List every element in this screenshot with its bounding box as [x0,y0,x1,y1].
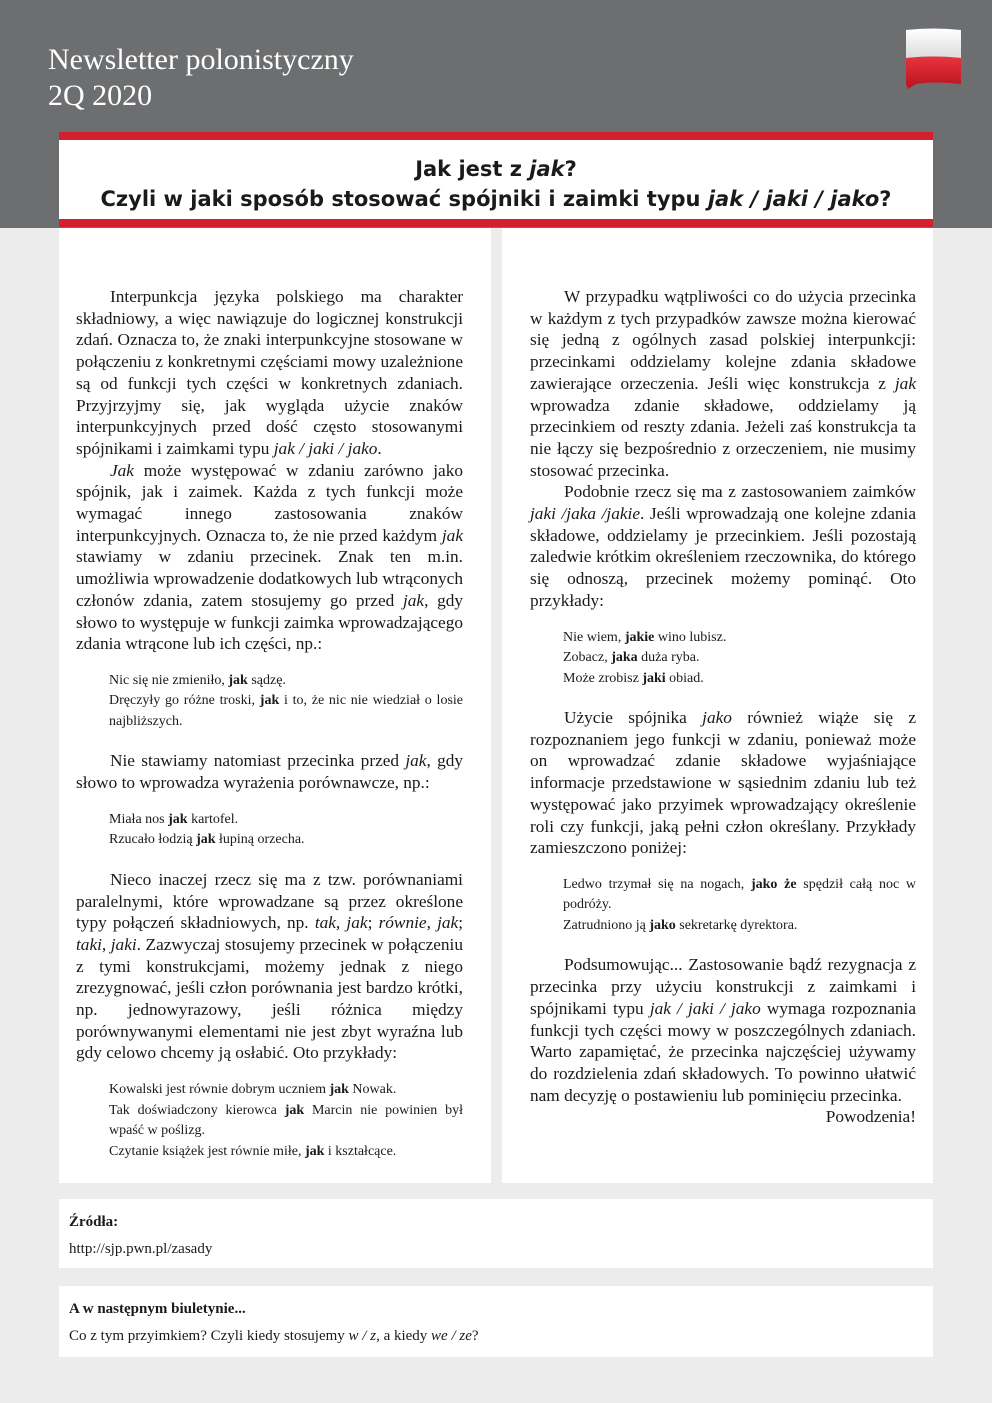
text-span: i kształcące. [324,1143,397,1159]
text-span: ? [471,1328,479,1344]
text-span: sekretarkę dyrektora. [675,917,798,933]
example-line [563,916,916,937]
text-span: Marcin nie powinien był wpaść w poślizg. [109,1102,463,1139]
text-span: Użycie spójnika [564,708,703,728]
paragraph [76,286,463,460]
text-span: jak / jaki / jako [273,438,378,458]
sources-box [59,1199,933,1268]
text-span: łupiną orzecha. [215,832,305,848]
text-span: kartofel. [187,811,239,827]
subtitle-text: Czyli w jaki sposób stosować spójniki i zaimki typu [100,187,708,211]
newsletter-title [48,42,354,114]
text-span: Ledwo trzymał się na nogach, [563,876,751,892]
text-span: wprowadza zdanie składowe, oddzielamy ją przecinkiem od reszty zdania. Jeżeli zaś konstrukcja ta nie łączy się bezpośrednio z orzeczeniem, nie musimy stosować przecinka. [530,395,916,480]
text-span: Czytanie książek jest równie miłe, [109,1143,305,1159]
example-line [109,810,463,831]
text-span: Nowak. [348,1082,397,1098]
text-span: ; [458,913,464,933]
text-span: Dręczyły go różne troski, [109,693,260,709]
text-span: Nie stawiamy natomiast przecinka przed [110,751,406,771]
text-span: tak, jak [314,913,368,933]
example-line [563,669,916,690]
text-span: Kowalski jest równie dobrym uczniem [109,1082,330,1098]
example-line [563,628,916,649]
example-line [109,691,463,732]
example-line [109,830,463,851]
text-span: jakie [624,629,655,645]
text-span: jak [402,590,425,610]
text-span: Jak [110,460,134,480]
text-span: również wiąże się z rozpoznaniem jego funkcji w zdaniu, ponieważ może on wprowadzać zdanie składowe wyjaśniające informacje przedstawione w sąsiednim zdaniu lub też występować jako przyimek wprowadzający określenie roli czy funkcji, jaką pełni człon określany. Przykłady zamieszczono poniżej: [530,708,916,858]
text-span: jak [894,373,916,393]
text-span: równie, jak [378,913,459,933]
subtitle-italic: jak / jaki / jako [707,187,880,211]
newsletter-issue: 2Q 2020 [48,79,153,112]
text-span: jak [284,1102,305,1118]
text-span: sądzę. [247,672,286,688]
paragraph [530,954,916,1106]
text-span: jak [168,811,188,827]
text-span: Zobacz, [563,650,612,666]
text-span: Co z tym przyimkiem? Czyli kiedy stosujemy [69,1328,349,1344]
text-span: Nic się nie zmieniło, [109,672,229,688]
text-span: . [377,438,382,458]
text-span: i to, że nic nie wiedział o losie najbliższych. [109,693,463,729]
example-block [530,875,916,937]
example-line [109,1101,463,1142]
example-line [563,648,916,669]
example-block [530,628,916,690]
text-span: Interpunkcja języka polskiego ma charakter składniowy, a więc nawiązuje do logicznej konstrukcji zdań. Oznacza to, że znaki interpunkcyjne stosowane w połączeniu z konkretnymi częściami mowy uzależnione są od funkcji tych części w konkretnych zdaniach. Przyjrzyjmy się, jak wygląda użycie znaków interpunkcyjnych przed dość często stosowanymi spójnikami i zaimkami typu [76,287,463,458]
text-span: Podsumowując... Zastosowanie bądź rezygnacja z przecinka przy użyciu konstrukcji z zaimkami i spójnikami typu [530,955,916,1018]
example-block [76,810,463,851]
text-span: w / z [348,1328,377,1344]
text-span: jak [304,1143,325,1159]
example-line [109,1142,463,1163]
article-title-box [59,132,933,227]
left-column [59,228,491,1183]
paragraph [530,286,916,481]
paragraph [530,707,916,859]
poland-flag-icon [903,27,964,89]
text-span: wino lubisz. [654,629,727,645]
text-span: W przypadku wątpliwości co do użycia przecinka w każdym z tych przypadków zawsze można kierować się jedną z ogólnych zasad polskiej interpunkcji: przecinkami oddzielamy kolejne zdania składowe zawierające orzeczenia. Jeśli więc konstrukcja z [530,287,916,393]
article-title [59,154,933,184]
text-span: . Zazwyczaj stosujemy przecinek w połączeniu z tymi konstrukcjami, możemy jednak z niego zrezygnować, jeśli człon porównania jest bardzo krótki, np. jednowyrazowy, jeśli różnica między porównywanymi elementami nie jest zbyt wyraźna lub gdy celowo chcemy ją osłabić. Oto przykłady: [76,934,463,1063]
sources-heading: Źródła: [69,1214,119,1230]
subtitle-text: ? [879,187,892,211]
text-span: jak [441,525,463,545]
text-span: , a kiedy [376,1328,432,1344]
next-issue-text [69,1325,923,1347]
text-span: Nieco inaczej rzecz się ma z tzw. porównaniami paralelnymi, które wprowadzane są przez określone typy połączeń składniowych, np. [76,869,463,933]
text-span: wymaga rozpoznania funkcji tych części mowy w poszczególnych zdaniach. Warto zapamiętać, że przecinka najczęściej używamy do rozdzielenia zdań składowych. To powinno ułatwić nam decyzję o postawieniu lub pominięciu przecinka. [530,998,917,1105]
text-span: duża ryba. [637,650,700,666]
text-span: , gdy słowo to występuje w funkcji zaimka wprowadzającego zdania wtrącone lub ich części, np.: [76,590,464,654]
text-span: we / ze [431,1328,472,1344]
text-span: jaka [611,650,638,666]
text-span: . Jeśli wprowadzają one kolejne zdania składowe, oddzielamy je przecinkiem. Jeśli pozostają zaledwie krótkim określeniem rzeczownika, do którego się odnoszą, przecinek możemy pominąć. Oto przykłady: [530,504,916,610]
sources-link[interactable]: http://sjp.pwn.pl/zasady [69,1241,213,1257]
text-span: ; [367,913,379,933]
closing-text: Powodzenia! [825,1107,916,1127]
paragraph [76,869,463,1064]
next-issue-heading: A w następnym biuletynie... [69,1301,246,1317]
text-span: taki, jaki [76,934,137,954]
right-column [502,228,933,1183]
text-span: Nie wiem, [563,629,625,645]
text-span: Tak doświadczony kierowca [109,1102,285,1118]
text-span: może występować w zdaniu zarówno jako spójnik, jak i zaimek. Każda z tych funkcji może wymagać innego zastosowania znaków interpunkcyjnych. Oznacza to, że nie przed każdym [76,460,463,545]
text-span: Zatrudniono ją [563,917,650,933]
newsletter-name: Newsletter polonistyczny [48,43,354,76]
example-line [109,671,463,692]
example-block [76,671,463,733]
text-span: stawiamy w zdaniu przecinek. Znak ten m.in. umożliwia wprowadzenie dodatkowych lub wtrąconych członów zdania, zatem stosujemy go przed [76,547,463,610]
text-span: Rzucało łodzią [109,832,197,848]
title-text: ? [564,157,577,181]
text-span: jako [702,708,732,728]
text-span: jak [259,693,280,709]
text-span: Miała nos [109,811,169,827]
text-span: spędził całą noc w podróży. [563,876,916,913]
text-span: Może zrobisz [563,670,643,686]
title-text: Jak jest z [415,157,530,181]
text-span: jako że [750,876,797,892]
text-span: jak [405,751,427,771]
paragraph [76,460,463,655]
text-span: jak [196,832,216,848]
text-span: jak / jaki / jako [649,998,761,1018]
next-issue-box [59,1286,933,1357]
article-subtitle [59,184,933,214]
text-span: , gdy słowo to wprowadza wyrażenia porównawcze, np.: [76,751,463,793]
text-span: jaki /jaka /jakie [530,504,641,524]
example-line [109,1080,463,1101]
example-line [563,875,916,916]
example-block [76,1080,463,1162]
title-italic: jak [529,157,565,181]
text-span: jako [649,917,676,933]
text-span: jaki [642,670,666,686]
text-span: jak [228,672,248,688]
text-span: obiad. [665,670,704,686]
text-span: Podobnie rzecz się ma z zastosowaniem zaimków [564,482,916,502]
paragraph [530,481,916,611]
text-span: jak [329,1082,349,1098]
paragraph [76,750,463,793]
